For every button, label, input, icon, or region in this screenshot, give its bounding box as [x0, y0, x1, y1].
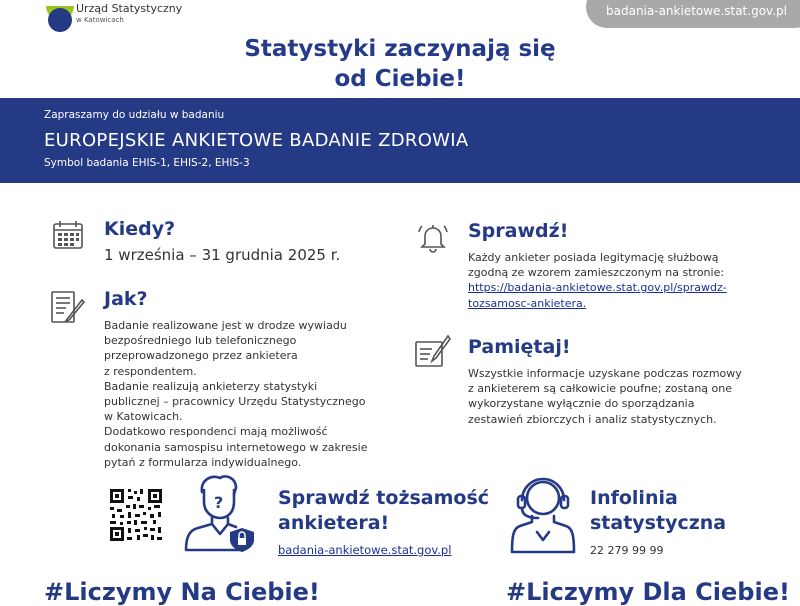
how-line: publicznej – pracownicy Urzędu Statystycznego [104, 395, 366, 409]
banner-invite: Zapraszamy do udziału w badaniu [44, 109, 225, 121]
check-link-part2[interactable]: tozsamosc-ankietera. [468, 296, 587, 310]
hotline-phone[interactable]: 22 279 99 99 [590, 544, 664, 557]
logo-name: Urząd Statystyczny [76, 2, 183, 15]
how-line: w Katowicach. [104, 410, 183, 424]
verify-heading-line2: ankietera! [278, 512, 390, 534]
check-link-part1[interactable]: https://badania-ankietowe.stat.gov.pl/sprawdz- [468, 281, 727, 295]
how-line: pytań z formularza indywidualnego. [104, 455, 302, 469]
remember-heading: Pamiętaj! [468, 336, 571, 358]
hotline-heading-line2: statystyczna [590, 512, 727, 534]
document-pen-icon [50, 290, 86, 326]
bell-icon [416, 222, 450, 254]
calendar-icon [52, 220, 84, 250]
check-line2: zgodną ze wzorem zamieszczonym na stronie: [468, 266, 725, 280]
hashtag-right: #Liczymy Dla Ciebie! [506, 578, 790, 606]
check-text [468, 250, 768, 311]
qr-code[interactable] [108, 487, 164, 543]
remember-line: wykorzystane wyłącznie do sporządzania [468, 397, 695, 411]
how-line: przeprowadzonego przez ankietera [104, 349, 298, 363]
headline-line2: od Ciebie! [334, 66, 466, 92]
check-line1: Każdy ankieter posiada legitymację służbową [468, 251, 719, 264]
remember-line: z ankieterem są całkowicie poufne; zostaną one [468, 382, 732, 396]
remember-line: zestawień zbiorczych i analiz statystycznych. [468, 412, 717, 426]
how-line: Badanie realizowane jest w drodze wywiadu [104, 319, 347, 332]
interviewer-icon [182, 472, 258, 552]
how-line: z respondentem. [104, 364, 197, 378]
how-line: dokonania samospisu internetowego w zakresie [104, 440, 368, 454]
headline-line1: Statystyki zaczynają się [244, 36, 556, 62]
remember-line: Wszystkie informacje uzyskane podczas rozmowy [468, 367, 742, 380]
hotline-heading-line1: Infolinia [590, 487, 678, 509]
note-pen-icon [414, 334, 452, 370]
svg-text:?: ? [214, 493, 224, 512]
check-heading: Sprawdź! [468, 220, 569, 242]
logo-sub: w Katowicach [76, 16, 124, 24]
headset-operator-icon [510, 474, 576, 554]
banner-symbol: Symbol badania EHIS-1, EHIS-2, EHIS-3 [44, 157, 250, 169]
gus-logo [44, 0, 76, 34]
hotline-heading [590, 486, 726, 536]
how-line: Dodatkowo respondenci mają możliwość [104, 425, 328, 439]
how-heading: Jak? [104, 288, 148, 310]
verify-link[interactable]: badania-ankietowe.stat.gov.pl [278, 543, 452, 557]
banner-title: EUROPEJSKIE ANKIETOWE BADANIE ZDROWIA [44, 130, 469, 151]
hashtag-left: #Liczymy Na Ciebie! [44, 578, 320, 606]
verify-heading-line1: Sprawdź tożsamość [278, 487, 490, 509]
how-line: bezpośredniego lub telefonicznego [104, 334, 297, 348]
when-dates: 1 września – 31 grudnia 2025 r. [104, 246, 341, 264]
how-line: Badanie realizują ankieterzy statystyki [104, 379, 318, 393]
url-pill-text[interactable]: badania-ankietowe.stat.gov.pl [606, 4, 787, 18]
how-text [104, 318, 394, 470]
page-headline [0, 34, 800, 94]
verify-heading [278, 486, 489, 536]
remember-text [468, 366, 768, 427]
when-heading: Kiedy? [104, 218, 176, 240]
